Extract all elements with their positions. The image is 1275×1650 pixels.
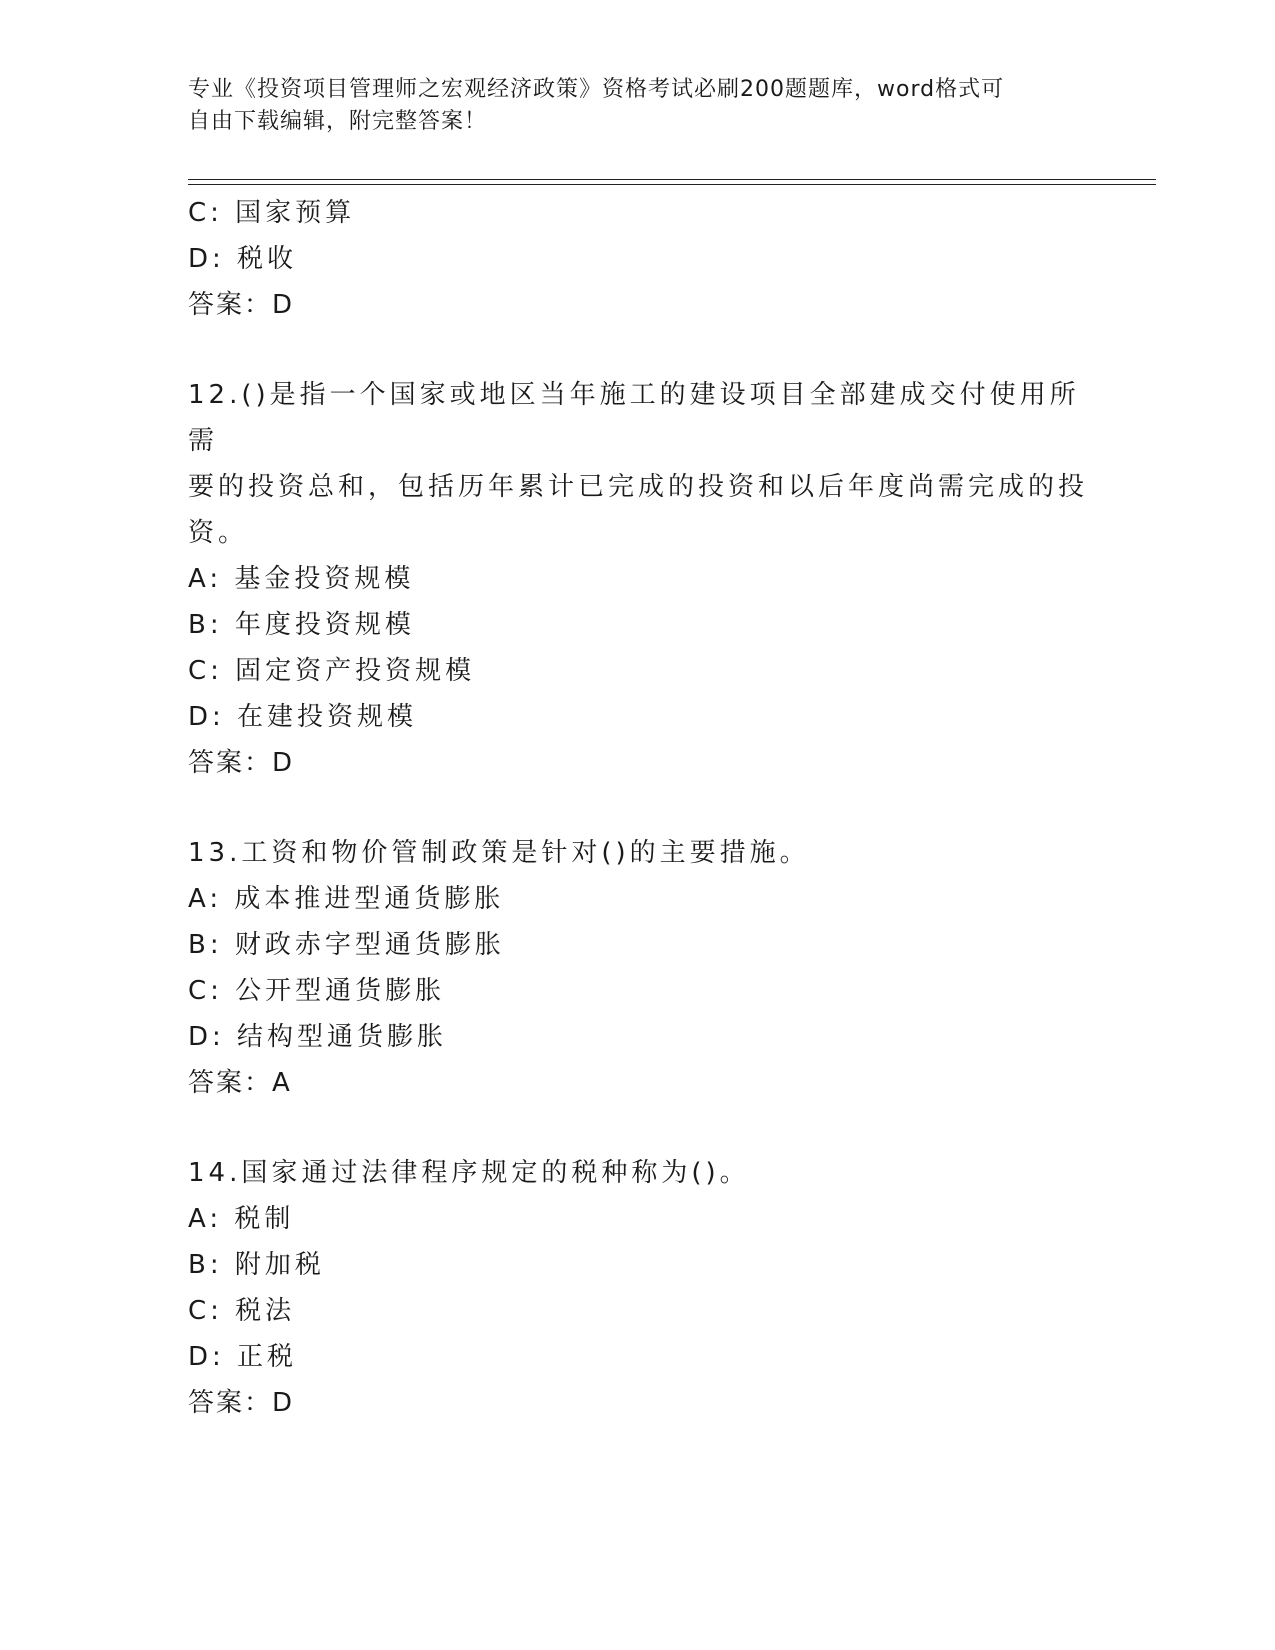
question-stem-line: 资。 [188,518,249,548]
option-a: A: 基金投资规模 [188,564,415,594]
option-c: C: 国家预算 [188,198,356,228]
option-d: D: 税收 [188,244,298,274]
option-b: B: 附加税 [188,1250,325,1280]
header-divider-bottom [188,184,1156,185]
answer-line: 答案：A [188,1068,292,1098]
question-stem-line: 要的投资总和，包括历年累计已完成的投资和以后年度尚需完成的投 [188,472,1089,502]
option-c: C: 公开型通货膨胀 [188,976,446,1006]
page-header [188,74,1088,138]
question-12 [188,372,1088,786]
option-b: B: 年度投资规模 [188,610,415,640]
question-stem-line: 12.()是指一个国家或地区当年施工的建设项目全部建成交付使用所需 [188,380,1080,456]
header-line-1: 专业《投资项目管理师之宏观经济政策》资格考试必刷200题题库，word格式可 [188,77,1005,102]
question-14 [188,1150,1088,1426]
question-stem-line: 13.工资和物价管制政策是针对()的主要措施。 [188,838,810,868]
question-content [188,190,1088,1426]
option-a: A: 税制 [188,1204,295,1234]
header-divider-top [188,179,1156,180]
option-c: C: 税法 [188,1296,296,1326]
question-13 [188,830,1088,1106]
header-line-2: 自由下载编辑，附完整答案！ [188,109,488,134]
option-a: A: 成本推进型通货膨胀 [188,884,505,914]
question-stem-line: 14.国家通过法律程序规定的税种称为()。 [188,1158,750,1188]
answer-line: 答案：D [188,290,295,320]
option-c: C: 固定资产投资规模 [188,656,476,686]
option-b: B: 财政赤字型通货膨胀 [188,930,505,960]
option-d: D: 在建投资规模 [188,702,418,732]
answer-line: 答案：D [188,748,295,778]
option-d: D: 正税 [188,1342,298,1372]
option-d: D: 结构型通货膨胀 [188,1022,448,1052]
previous-question-tail [188,190,1088,328]
answer-line: 答案：D [188,1388,295,1418]
